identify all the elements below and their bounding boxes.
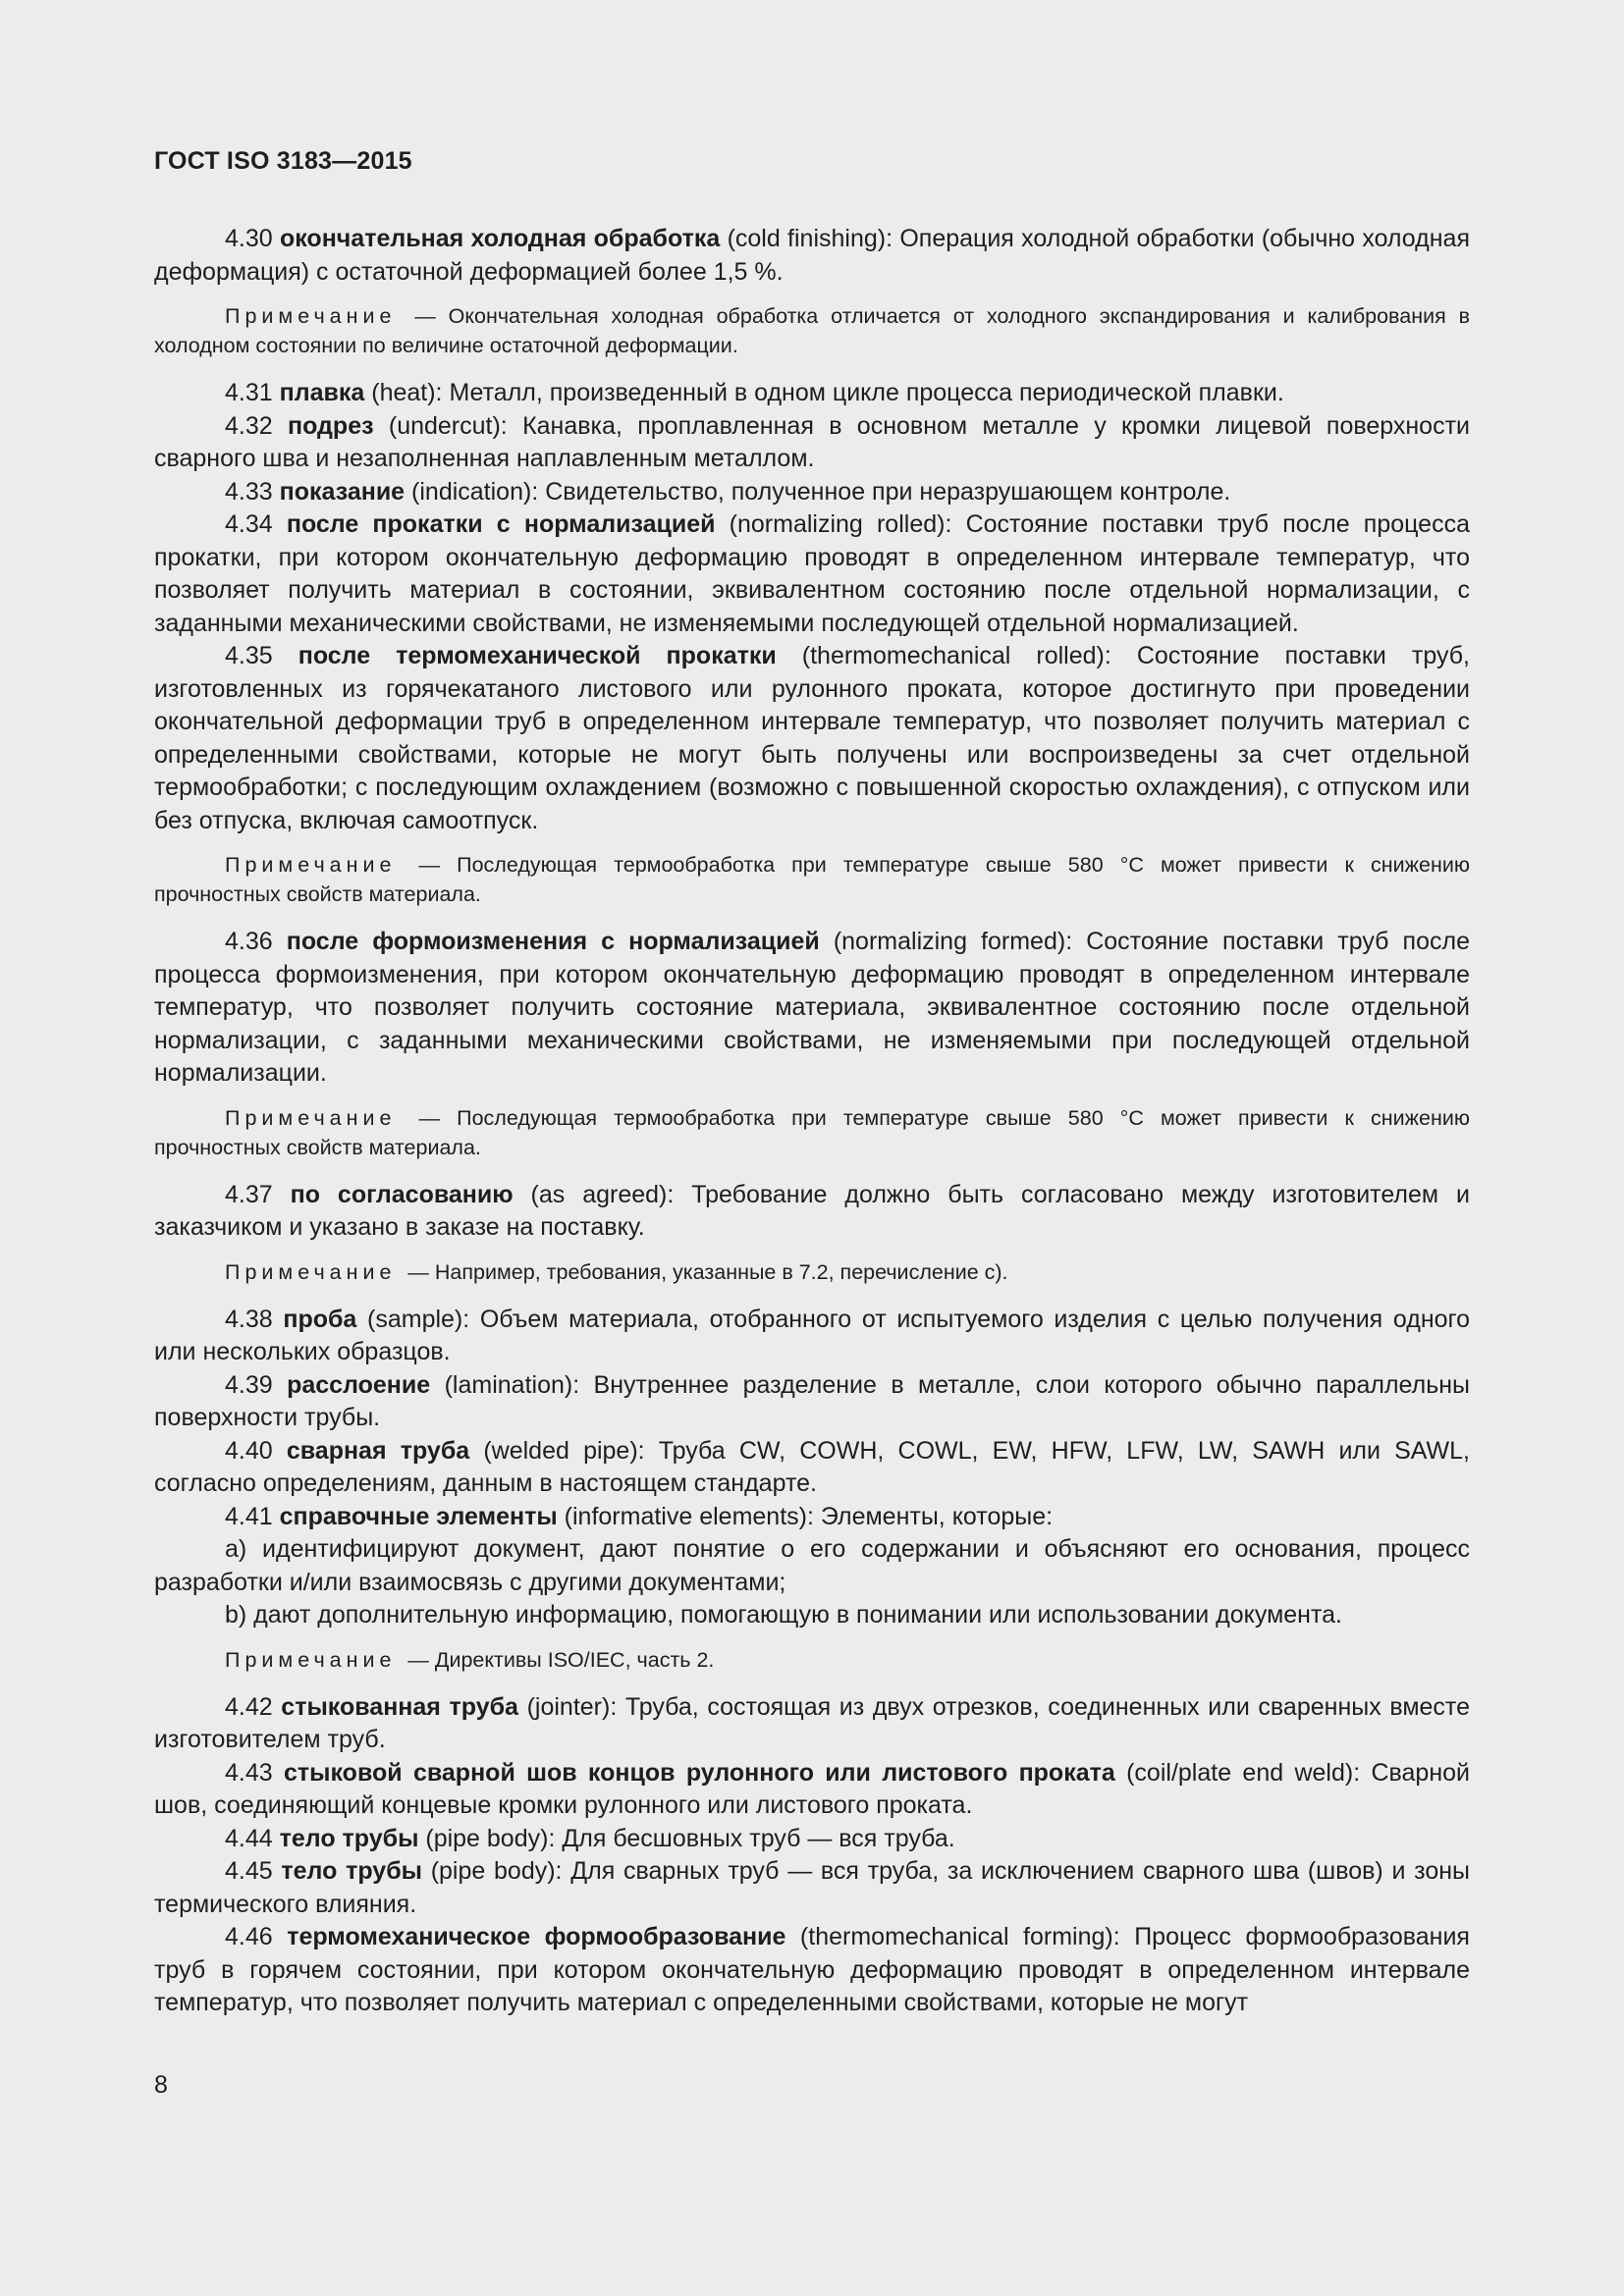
term-definition: (thermomechanical forming): Процесс формообразования труб в горячем состоянии, при котором окончательную деформацию проводят в определенном интервале температур, что позволяет получить материал с определенными свойствами, которые не могут <box>154 1923 1470 2016</box>
note <box>154 301 1470 360</box>
term-4-46 <box>154 1921 1470 2020</box>
note-label: Примечание <box>225 853 397 877</box>
term-4-38 <box>154 1304 1470 1369</box>
term-number: 4.33 <box>225 477 273 506</box>
term-4-31 <box>154 377 1470 410</box>
term-4-41 <box>154 1501 1470 1534</box>
term-name: по согласованию <box>290 1180 514 1208</box>
term-number: 4.36 <box>225 928 273 955</box>
term-definition: (jointer): Труба, состоящая из двух отрезков, соединенных или сваренных вместе изготовителем труб. <box>154 1692 1471 1753</box>
term-definition: (indication): Свидетельство, полученное при неразрушающем контроле. <box>405 477 1231 506</box>
document-title: ГОСТ ISO 3183—2015 <box>154 147 412 175</box>
term-definition: (pipe body): Для бесшовных труб — вся труба. <box>418 1824 955 1852</box>
term-number: 4.37 <box>225 1180 273 1208</box>
list-item-b: b) дают дополнительную информацию, помогающую в понимании или использовании документа. <box>225 1601 1342 1629</box>
term-number: 4.31 <box>225 379 273 406</box>
term-name: сварная труба <box>286 1436 470 1465</box>
term-number: 4.46 <box>225 1923 273 1950</box>
term-name: подрез <box>288 411 374 440</box>
term-name: после термомеханической прокатки <box>298 642 777 669</box>
note <box>154 1645 1470 1675</box>
term-definition: (informative elements): Элементы, которые: <box>557 1502 1054 1530</box>
term-definition: (cold finishing): Операция холодной обработки (обычно холодная деформация) с остаточной деформацией более 1,5 %. <box>154 225 1470 286</box>
term-4-39 <box>154 1369 1470 1435</box>
term-number: 4.41 <box>225 1502 273 1530</box>
note-text: — Окончательная холодная обработка отличается от холодного экспандирования и калибрования в холодном состоянии по величине остаточной деформации. <box>154 304 1470 357</box>
term-definition: (undercut): Канавка, проплавленная в основном металле у кромки лицевой поверхности сварного шва и незаполненная наплавленным металлом. <box>154 411 1470 472</box>
term-name: справочные элементы <box>279 1502 558 1530</box>
term-4-35 <box>154 640 1470 837</box>
term-number: 4.43 <box>225 1758 273 1787</box>
term-definition: (as agreed): Требование должно быть согласовано между изготовителем и заказчиком и указано в заказе на поставку. <box>154 1180 1470 1241</box>
note-text: — Директивы ISO/IEC, часть 2. <box>402 1647 715 1672</box>
page-number: 8 <box>154 2071 168 2099</box>
term-number: 4.42 <box>225 1692 273 1721</box>
term-number: 4.32 <box>225 411 273 440</box>
term-definition: (heat): Металл, произведенный в одном цикле процесса периодической плавки. <box>364 379 1284 406</box>
term-name: показание <box>279 477 406 506</box>
note-label: Примечание <box>225 1105 397 1130</box>
note-text: — Последующая термообработка при температуре свыше 580 °C может привести к снижению прочностных свойств материала. <box>154 1105 1470 1159</box>
term-definition: (lamination): Внутреннее разделение в металле, слои которого обычно параллельны поверхности трубы. <box>154 1370 1470 1431</box>
note-label: Примечание <box>225 1259 397 1284</box>
terms-content <box>154 223 1470 2020</box>
term-number: 4.30 <box>225 225 273 252</box>
term-name: после прокатки с нормализацией <box>286 510 716 538</box>
list-item-a: a) идентифицируют документ, дают понятие о его содержании и объясняют его основания, процесс разработки и/или взаимосвязь с другими документами; <box>154 1535 1470 1596</box>
term-name: расслоение <box>287 1370 431 1399</box>
term-4-40 <box>154 1435 1470 1501</box>
note <box>154 1257 1470 1287</box>
term-number: 4.40 <box>225 1436 273 1465</box>
term-name: стыковой сварной шов концов рулонного или листового проката <box>284 1758 1115 1787</box>
term-definition: (sample): Объем материала, отобранного от испытуемого изделия с целью получения одного или нескольких образцов. <box>154 1305 1470 1365</box>
term-number: 4.35 <box>225 642 273 669</box>
note-text: — Последующая термообработка при температуре свыше 580 °C может привести к снижению прочностных свойств материала. <box>154 853 1470 906</box>
term-definition: (normalizing formed): Состояние поставки труб после процесса формоизменения, при котором окончательную деформацию проводят в определенном интервале температур, что позволяет получить состояние материала, эквивалентное состоянию после отдельной нормализации, с заданными механическими свойствами, не изменяемыми при последующей отдельной нормализации. <box>154 928 1470 1087</box>
term-4-43 <box>154 1757 1470 1823</box>
term-number: 4.39 <box>225 1370 273 1399</box>
note-text: — Например, требования, указанные в 7.2, перечисление c). <box>402 1259 1008 1284</box>
term-name: стыкованная труба <box>281 1692 518 1721</box>
note-label: Примечание <box>225 304 397 328</box>
term-name: окончательная холодная обработка <box>279 225 721 252</box>
term-number: 4.45 <box>225 1857 273 1885</box>
note <box>154 1103 1470 1162</box>
term-4-30 <box>154 223 1470 289</box>
term-4-36 <box>154 926 1470 1091</box>
term-4-45 <box>154 1855 1470 1921</box>
term-definition: (welded pipe): Труба CW, COWH, COWL, EW, HFW, LFW, LW, SAWH или SAWL, согласно определениям, данным в настоящем стандарте. <box>154 1436 1471 1497</box>
term-4-42 <box>154 1691 1470 1757</box>
term-number: 4.38 <box>225 1305 273 1333</box>
term-definition: (thermomechanical rolled): Состояние поставки труб, изготовленных из горячекатаного листового или рулонного проката, которое достигнуто при проведении окончательной деформации труб в определенном интервале температур, что позволяет получить материал с определенными свойствами, которые не могут быть получены или воспроизведены за счет отдельной термообработки; с последующим охлаждением (возможно с повышенной скоростью охлаждения), с отпуском или без отпуска, включая самоотпуск. <box>154 642 1470 834</box>
term-name: после формоизменения с нормализацией <box>286 928 820 955</box>
term-4-34 <box>154 508 1470 640</box>
term-name: проба <box>283 1305 357 1333</box>
term-name: тело трубы <box>279 1824 419 1852</box>
term-name: тело трубы <box>281 1857 422 1885</box>
term-definition: (coil/plate end weld): Сварной шов, соединяющий концевые кромки рулонного или листового проката. <box>154 1758 1470 1819</box>
term-4-44 <box>154 1823 1470 1856</box>
term-number: 4.44 <box>225 1824 273 1852</box>
term-4-33 <box>154 476 1470 509</box>
term-definition: (pipe body): Для сварных труб — вся труба, за исключением сварного шва (швов) и зоны термического влияния. <box>154 1857 1471 1918</box>
note-label: Примечание <box>225 1647 397 1672</box>
term-definition: (normalizing rolled): Состояние поставки труб после процесса прокатки, при котором окончательную деформацию проводят в определенном интервале температур, что позволяет получить материал в состоянии, эквивалентном состоянию после отдельной нормализации, с заданными механическими свойствами, не изменяемыми последующей отдельной нормализацией. <box>154 510 1470 637</box>
note <box>154 850 1470 909</box>
term-4-37 <box>154 1179 1470 1245</box>
term-4-32 <box>154 410 1470 476</box>
term-name: термомеханическое формообразование <box>287 1923 786 1950</box>
term-name: плавка <box>279 379 365 406</box>
term-number: 4.34 <box>225 510 273 538</box>
